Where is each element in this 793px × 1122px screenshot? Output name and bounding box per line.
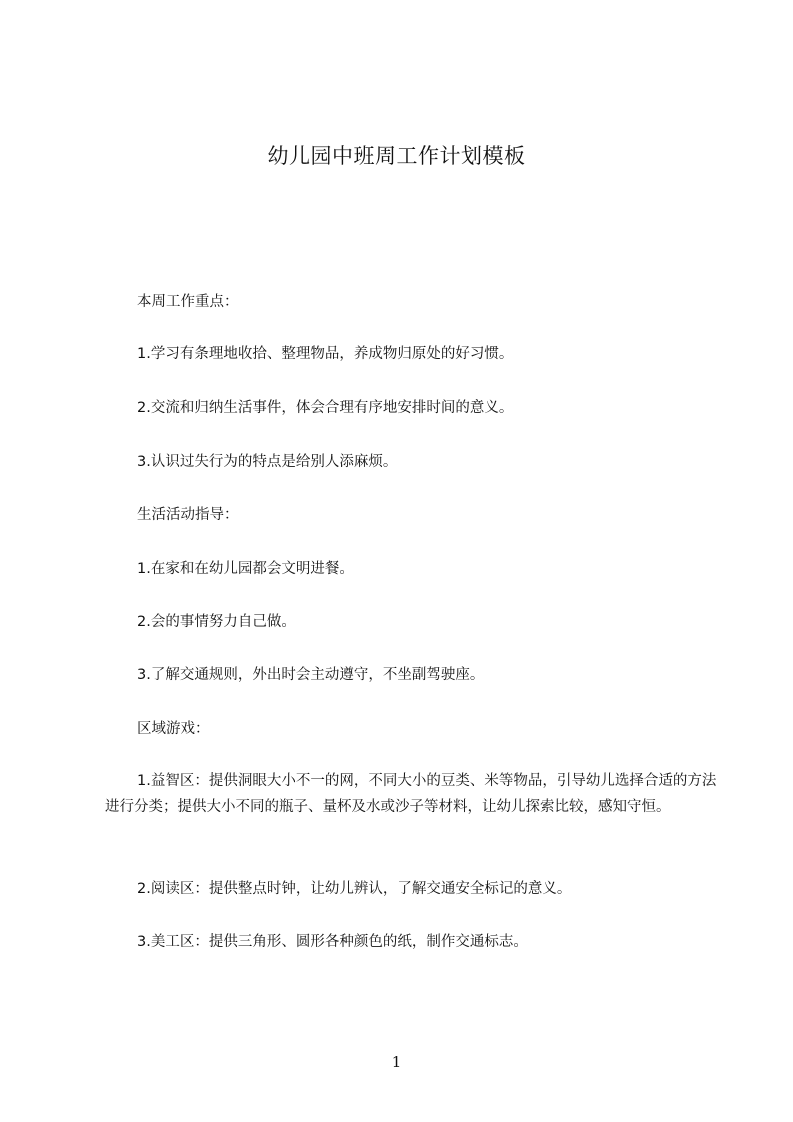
life-guidance-item-3: 3.了解交通规则，外出时会主动遵守，不坐副驾驶座。: [137, 667, 485, 683]
page-number: 1: [391, 1053, 402, 1071]
section-heading-work-focus: 本周工作重点：: [137, 294, 239, 310]
work-focus-item-1: 1.学习有条理地收拾、整理物品，养成物归原处的好习惯。: [137, 346, 514, 362]
work-focus-item-3: 3.认识过失行为的特点是给别人添麻烦。: [137, 454, 398, 470]
area-games-item-1: 1.益智区：提供洞眼大小不一的网，不同大小的豆类、米等物品，引导幼儿选择合适的方法进行分类；提供大小不同的瓶子、量杯及水或沙子等材料，让幼儿探索比较，感知守恒。: [105, 773, 717, 815]
section-heading-life-guidance: 生活活动指导：: [137, 507, 239, 523]
area-games-item-2: 2.阅读区：提供整点时钟，让幼儿辨认，了解交通安全标记的意义。: [137, 881, 572, 897]
life-guidance-item-2: 2.会的事情努力自己做。: [137, 614, 296, 630]
area-games-item-3: 3.美工区：提供三角形、圆形各种颜色的纸，制作交通标志。: [137, 934, 528, 950]
life-guidance-item-1: 1.在家和在幼儿园都会文明进餐。: [137, 561, 354, 577]
document-title: 幼儿园中班周工作计划模板: [267, 144, 526, 168]
section-heading-area-games: 区域游戏：: [137, 721, 210, 737]
work-focus-item-2: 2.交流和归纳生活事件，体会合理有序地安排时间的意义。: [137, 400, 514, 416]
